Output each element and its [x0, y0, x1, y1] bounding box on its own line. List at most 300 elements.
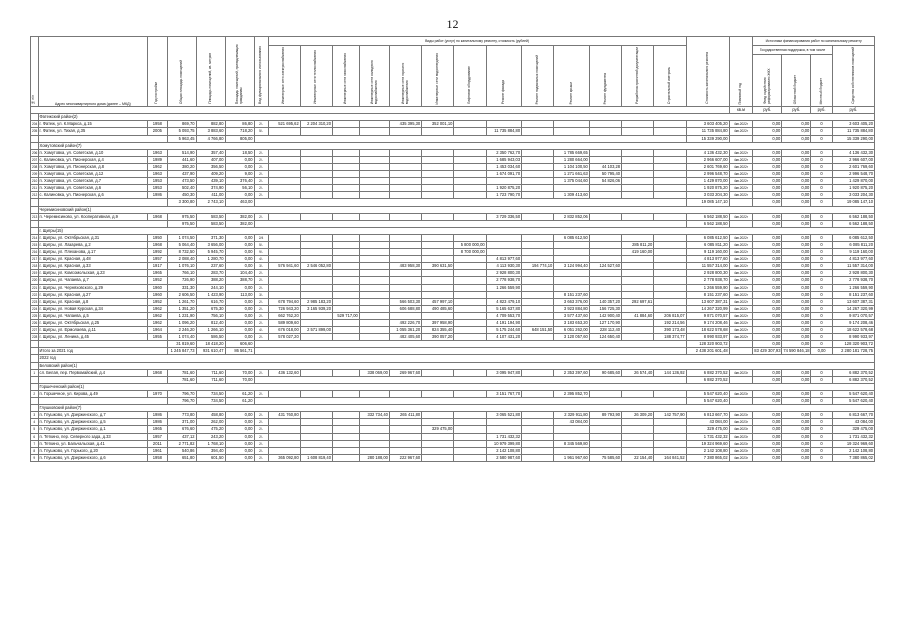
cell-w11 [589, 256, 621, 263]
header-local: Местный бюджет [811, 55, 832, 107]
table-body [31, 114, 875, 462]
cell-local: 0 [811, 341, 832, 348]
cell-w5 [389, 440, 421, 447]
cell-w9 [522, 270, 554, 277]
cell-area3: 0,00 [225, 156, 254, 163]
cell-w5 [389, 192, 421, 199]
cell-local: 0 [811, 277, 832, 284]
cell-w11 [589, 128, 621, 135]
cell-area: 540,86 [167, 447, 196, 454]
cell-w5: 566 503,30 [389, 298, 421, 305]
cell-w7 [454, 412, 486, 419]
cell-fund: 0,00 [753, 426, 782, 433]
section-row [31, 142, 875, 149]
cell-w5 [389, 185, 421, 192]
cell-w4 [359, 312, 389, 319]
cell-fund: 0,00 [753, 220, 782, 227]
cell-w9 [522, 234, 554, 241]
cell-plan-year: 4кв.2022г [729, 128, 753, 135]
cell-region: 0,00 [782, 220, 811, 227]
cell-w10: 3 124 994,40 [554, 263, 589, 270]
cell-w6 [422, 234, 454, 241]
cell-w5: 222 967,60 [389, 454, 421, 461]
cell-w12 [622, 291, 654, 298]
cell-year: 1986 [148, 192, 167, 199]
cell-w4: 332 734,40 [359, 412, 389, 419]
cell-address: п. Глушково, ул. Дзержинского, д.1 [38, 426, 148, 433]
cell-w12 [622, 390, 654, 397]
cell-w1 [268, 241, 300, 248]
cell-row-num: 206 [32, 150, 38, 155]
cell-w10 [554, 241, 589, 248]
table-row [31, 440, 875, 447]
cell-area2: 262,00 [196, 419, 225, 426]
cell-empty [31, 199, 39, 206]
cell-area: 1 076,10 [167, 263, 196, 270]
cell-func: 5/- [254, 241, 268, 248]
cell-w12 [622, 121, 654, 128]
cell-w3 [332, 412, 359, 419]
cell-fund: 0,00 [753, 128, 782, 135]
cell-w8 [486, 121, 521, 128]
cell-total: 5 547 620,40 [686, 390, 729, 397]
cell-total: 5 547 620,40 [686, 398, 729, 405]
cell-w6: 490 485,60 [422, 305, 454, 312]
cell-region: 0,00 [782, 369, 811, 376]
cell-w3 [332, 163, 359, 170]
cell-area3: 56,10 [225, 185, 254, 192]
cell-w7 [454, 128, 486, 135]
header-address: Адрес многоквартирного дома (далее – МКД) [38, 37, 148, 107]
cell-total: 1 266 559,90 [686, 284, 729, 291]
cell-local: 0,00 [811, 348, 832, 355]
cell-fund: 83 429 307,93 [754, 348, 781, 354]
cell-w4 [359, 298, 389, 305]
table-row [31, 263, 875, 270]
cell-func: 2/- [254, 433, 268, 440]
header-num: № п/п [31, 37, 39, 107]
cell-w13: 188 374,77 [654, 334, 686, 341]
cell-w1: 589 809,60 [268, 320, 300, 327]
cell-w7 [454, 163, 486, 170]
cell-w9 [522, 390, 554, 397]
cell-w13 [654, 128, 686, 135]
cell-plan-year: 4кв.2023г [729, 419, 753, 426]
cell-local: 0 [811, 412, 832, 419]
cell-w6 [422, 163, 454, 170]
cell-w10 [554, 284, 589, 291]
cell-area2: 3 883,60 [196, 128, 225, 135]
cell-plan-year: 4кв.2022г [729, 185, 753, 192]
cell-w7 [454, 419, 486, 426]
cell-address: г. Щигры, ул. Красная, д.33 [38, 263, 148, 270]
cell-w6: 457 997,10 [422, 298, 454, 305]
cell-empty [729, 135, 753, 142]
cell-w7 [454, 433, 486, 440]
cell-w2 [300, 171, 332, 178]
cell-w5 [389, 178, 421, 185]
cell-w5 [389, 128, 421, 135]
cell-total: 2 142 108,80 [686, 447, 729, 454]
cell-w7 [454, 178, 486, 185]
cell-row-num: 4 [31, 419, 39, 426]
cell-fund: 0,00 [753, 369, 782, 376]
cell-func: 2/- [254, 305, 268, 312]
cell-w6 [422, 419, 454, 426]
cell-local: 0 [811, 263, 832, 270]
cell-total: 14 267 320,99 [686, 305, 729, 312]
cell-w13 [654, 298, 686, 305]
cell-func: 2/- [254, 171, 268, 178]
cell-year: 1964 [148, 327, 167, 334]
cell-w10: 1 280 664,00 [554, 156, 589, 163]
cell-w5 [389, 291, 421, 298]
cell-address: п. Горшечное, ул. Кирова, д.49 [38, 390, 148, 397]
cell-w2 [300, 419, 332, 426]
cell-owners: 6 813 667,70 [832, 412, 874, 419]
cell-w6 [422, 312, 454, 319]
cell-w6: 352 001,10 [422, 121, 454, 128]
cell-func: 2/- [254, 270, 268, 277]
cell-func: 2/- [254, 121, 268, 128]
cell-year: 1968 [148, 241, 167, 248]
cell-w3 [332, 291, 359, 298]
cell-w6 [422, 412, 454, 419]
cell-total: 13 607 387,31 [686, 298, 729, 305]
header-work-7: Лифтовое оборудование [454, 46, 486, 107]
cell-w9 [522, 163, 554, 170]
cell-owners: 8 990 933,97 [832, 334, 874, 341]
cell-region: 0,00 [782, 334, 811, 341]
cell-fund: 0,00 [753, 192, 782, 199]
cell-plan-year: 4кв.2022г [729, 213, 753, 220]
header-work-10: Ремонт крыши [554, 46, 589, 107]
cell-w1 [268, 440, 300, 447]
cell-owners: 3 603 405,20 [832, 121, 874, 128]
cell-area2: 882,80 [196, 121, 225, 128]
unit-cell: руб. [811, 107, 832, 114]
cell-w12: 26 574,40 [622, 369, 654, 376]
cell-fund: 0,00 [753, 320, 782, 327]
cell-w12 [622, 447, 654, 454]
cell-fund: 0,00 [753, 171, 782, 178]
section-row [31, 383, 875, 390]
cell-region: 0,00 [782, 284, 811, 291]
cell-w10: 3 120 057,60 [554, 334, 589, 341]
cell-total: 8 151 237,60 [686, 291, 729, 298]
cell-area: 3 300,80 [167, 199, 196, 206]
cell-address: г. Щигры, ул. Красная, д.48 [38, 256, 148, 263]
cell-area: 676,60 [167, 426, 196, 433]
cell-year: 2011 [148, 440, 167, 447]
cell-owners: 7 380 865,02 [832, 454, 874, 461]
cell-local: 0 [811, 185, 832, 192]
cell-w8: 2 580 987,60 [486, 454, 521, 461]
cell-area2: 1 280,70 [196, 256, 225, 263]
cell-row-num: 6 [31, 433, 39, 440]
cell-func: 2/- [254, 192, 268, 199]
cell-w1 [268, 163, 300, 170]
cell-w6 [422, 249, 454, 256]
cell-address: п. Теткино, пер. Северного зада, д.33 [38, 433, 148, 440]
cell-area2: 407,00 [196, 156, 225, 163]
cell-w12 [622, 320, 654, 327]
table-row [31, 426, 875, 433]
cell-w3 [332, 440, 359, 447]
cell-local: 0 [811, 376, 832, 383]
cell-area: 380,20 [167, 163, 196, 170]
cell-w1: 436 132,60 [268, 369, 300, 376]
cell-address: п. Хомутовка, ул. Советская, д.7 [38, 178, 148, 185]
cell-area2: 583,50 [196, 213, 225, 220]
cell-area: 502,40 [167, 185, 196, 192]
table-row [31, 369, 875, 376]
cell-area3: 463,00 [225, 199, 254, 206]
table-row [31, 291, 875, 298]
cell-empty [31, 383, 39, 390]
cell-w12 [622, 149, 654, 156]
cell-w8 [486, 249, 521, 256]
cell-w11 [589, 249, 621, 256]
cell-w11 [589, 213, 621, 220]
cell-w3 [332, 419, 359, 426]
cell-plan-year: 4кв.2022г [729, 149, 753, 156]
cell-local: 0 [811, 327, 832, 334]
cell-address: п. Глушково, ул. Дзержинского, д.7 [38, 412, 148, 419]
cell-w1 [268, 171, 300, 178]
section-row [31, 227, 875, 234]
cell-func: 2/- [254, 320, 268, 327]
header-area-premises: Площадь помещений, кв. метров [196, 37, 225, 107]
cell-w1 [268, 284, 300, 291]
cell-year: 2005 [148, 128, 167, 135]
cell-w8: 5 165 637,80 [486, 305, 521, 312]
cell-plan-year: 4кв.2022г [729, 163, 753, 170]
cell-w2 [300, 156, 332, 163]
cell-owners: 8 151 237,60 [832, 291, 874, 298]
cell-w2 [300, 277, 332, 284]
cell-w5 [389, 284, 421, 291]
cell-w7 [454, 305, 486, 312]
cell-w7 [454, 320, 486, 327]
cell-w10: 2 832 852,06 [554, 213, 589, 220]
cell-total: 2 601 769,60 [686, 163, 729, 170]
cell-region: 0,00 [782, 412, 811, 419]
cell-w3 [332, 156, 359, 163]
cell-local: 0 [811, 298, 832, 305]
cell-w12 [622, 234, 654, 241]
cell-empty [254, 220, 686, 227]
cell-w13 [654, 249, 686, 256]
cell-w9 [522, 277, 554, 284]
cell-w10 [554, 447, 589, 454]
cell-owners: 15 339 290,00 [832, 135, 874, 142]
cell-area3: 0,00 [225, 284, 254, 291]
table-row [31, 454, 875, 461]
cell-row-num: 2 [31, 390, 39, 397]
cell-w1 [268, 185, 300, 192]
table-row [31, 234, 875, 241]
cell-area2: 5 945,70 [196, 249, 225, 256]
cell-area3: 388,70 [225, 277, 254, 284]
cell-w12 [622, 440, 654, 447]
cell-func: 2/4 [254, 234, 268, 241]
cell-fund: 0,00 [753, 440, 782, 447]
cell-empty [31, 227, 39, 234]
cell-owners: 18 622 578,68 [832, 327, 874, 334]
cell-w8: 4 191 194,90 [486, 320, 521, 327]
cell-owners: 5 547 620,40 [832, 390, 874, 397]
cell-w8: 3 065 521,80 [486, 412, 521, 419]
cell-area2: 3 656,00 [196, 241, 225, 248]
cell-year: 1960 [148, 284, 167, 291]
cell-plan-year: 4кв.2022г [729, 291, 753, 298]
cell-plan-year: 4кв.2022г [729, 327, 753, 334]
cell-w6 [422, 192, 454, 199]
cell-year: 1958 [148, 121, 167, 128]
cell-func: 3/- [254, 263, 268, 270]
cell-area3: 0,00 [225, 320, 254, 327]
cell-section-label: Черемисиновский район(1) [38, 206, 874, 213]
cell-w3 [332, 327, 359, 334]
cell-w4 [359, 320, 389, 327]
cell-region: 0,00 [782, 149, 811, 156]
cell-w11: 50 795,40 [589, 171, 621, 178]
cell-w1 [268, 234, 300, 241]
cell-w1 [268, 419, 300, 426]
cell-w3 [332, 121, 359, 128]
cell-w1 [268, 192, 300, 199]
cell-w8: 1 731 432,32 [486, 433, 521, 440]
cell-area2: 583,50 [196, 220, 225, 227]
cell-empty [254, 199, 686, 206]
cell-w8 [486, 178, 521, 185]
subtotal-row [31, 398, 875, 405]
cell-w13 [654, 447, 686, 454]
header-work-8: Ремонт фасада [486, 46, 521, 107]
cell-fund: 0,00 [753, 454, 782, 461]
cell-region: 0,00 [782, 454, 811, 461]
cell-total-label [38, 341, 167, 348]
cell-local: 0 [811, 312, 832, 319]
cell-w7 [454, 156, 486, 163]
cell-w1 [268, 178, 300, 185]
cell-area: 514,90 [167, 149, 196, 156]
table-row [31, 305, 875, 312]
cell-address: г. Щигры, ул. Красная, д.27 [38, 291, 148, 298]
cell-w10 [554, 277, 589, 284]
cell-region: 0,00 [782, 398, 811, 405]
cell-fund: 0,00 [753, 390, 782, 397]
cell-plan-year: 4кв.2022г [729, 334, 753, 341]
cell-plan-year: 4кв.2022г [729, 256, 753, 263]
cell-address: п. Глушково, ул. Дзержинского, д.5 [38, 419, 148, 426]
cell-owners: 128 320 903,72 [832, 341, 874, 348]
cell-func: 2/- [254, 419, 268, 426]
header-area-dwellers: Площадь помещений, принадлежащих гражданам [225, 37, 254, 107]
section-row [31, 405, 875, 412]
cell-w12 [622, 277, 654, 284]
cell-w5 [389, 277, 421, 284]
cell-w11 [589, 121, 621, 128]
cell-w10: 1 961 967,60 [554, 454, 589, 461]
cell-local: 0 [811, 270, 832, 277]
cell-w7 [454, 298, 486, 305]
cell-w2 [300, 412, 332, 419]
cell-fund: 0,00 [753, 447, 782, 454]
cell-empty [254, 398, 686, 405]
cell-w8: 4 113 930,30 [486, 263, 521, 270]
capital-repair-register-table [30, 36, 875, 462]
cell-fund: 0,00 [753, 199, 782, 206]
cell-w9 [522, 192, 554, 199]
cell-w13: 144 136,92 [654, 369, 686, 376]
cell-w6: 397 958,90 [422, 320, 454, 327]
cell-w11: 75 585,60 [589, 454, 621, 461]
subtotal-row [31, 199, 875, 206]
cell-total: 2 996 548,70 [686, 171, 729, 178]
page-number: 12 [446, 17, 459, 31]
cell-w9 [522, 213, 554, 220]
cell-area3: 70,00 [225, 376, 254, 383]
cell-row-num: 9 [31, 454, 39, 461]
cell-w11 [589, 241, 621, 248]
cell-owners: 329 475,00 [832, 426, 874, 433]
cell-total: 6 085 612,50 [686, 234, 729, 241]
cell-owners: 19 324 969,60 [832, 440, 874, 447]
cell-w6 [422, 390, 454, 397]
cell-address: с. Калиновка, ул. Пионерская, д.4 [38, 156, 148, 163]
cell-w3 [332, 213, 359, 220]
cell-w11 [589, 447, 621, 454]
cell-area2: 734,50 [196, 390, 225, 397]
cell-w10: 3 183 653,20 [554, 320, 589, 327]
cell-w12: 285 811,20 [622, 241, 654, 248]
cell-year: 1986 [148, 419, 167, 426]
cell-empty [729, 398, 753, 405]
cell-fund: 0,00 [753, 249, 782, 256]
cell-w3 [332, 178, 359, 185]
cell-area2: 411,00 [196, 192, 225, 199]
cell-w3 [332, 249, 359, 256]
cell-empty [254, 135, 686, 142]
cell-total: 11 557 314,00 [686, 263, 729, 270]
cell-w8: 4 107 431,20 [486, 334, 521, 341]
cell-address: г. Фатеж, ул. К.Маркса, д.15 [38, 121, 148, 128]
cell-area: 726,90 [167, 277, 196, 284]
cell-w11 [589, 291, 621, 298]
cell-region: 0,00 [782, 320, 811, 327]
cell-address: г. Фатеж, ул. Тихая, д.35 [38, 128, 148, 135]
cell-empty [31, 142, 39, 149]
cell-owners: 2 928 800,30 [832, 270, 874, 277]
cell-area3: 0,00 [225, 334, 254, 341]
cell-w8: 4 709 553,70 [486, 312, 521, 319]
cell-w9 [522, 284, 554, 291]
cell-w2 [300, 312, 332, 319]
cell-w13 [654, 213, 686, 220]
cell-empty [31, 135, 39, 142]
cell-local: 0 [811, 249, 832, 256]
cell-year: 1955 [148, 334, 167, 341]
cell-area: 1 074,50 [167, 234, 196, 241]
cell-w6: 824 355,40 [422, 327, 454, 334]
cell-w3 [332, 426, 359, 433]
cell-fund: 0,00 [753, 234, 782, 241]
cell-w13 [654, 419, 686, 426]
cell-w3 [332, 241, 359, 248]
cell-total: 6 882 370,52 [686, 369, 729, 376]
